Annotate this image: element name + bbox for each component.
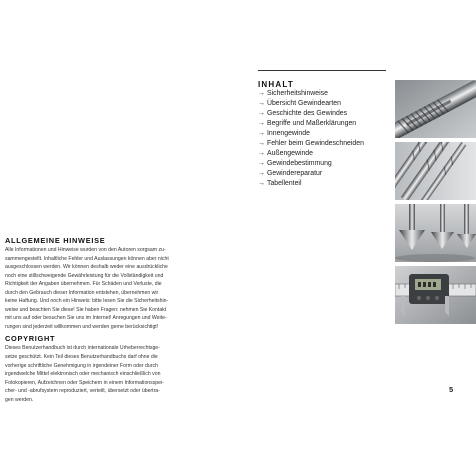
general-notes-text: Alle Informationen und Hinweise wurden von den Autoren sorgsam zu- sammengestellt. Inhaltliche Fehler und Auslassungen können aber nicht ausgeschlossen werden. Wir können deshalb weder eine ausdrückliche noch eine stillschweigende Gewährleistung für die Vollständigkeit und Richtigkeit der Angaben übernehmen. Für Schäden und Verluste, die durch den Gebrauch dieser Information entstehen, übernehmen wir keine Haftung. Und noch ein Hinweis: bitte lesen Sie die Sicherheitshin- weise und beachten Sie diese! Sie haben Fragen: nehmen Sie Kontakt mit uns auf oder besuchen Sie uns im Internet! Anregungen und Weite- rungen sind jederzeit willkommen und werden gerne berücksichtigt! <box>5 247 169 330</box>
arrow-right-icon: → <box>258 170 265 177</box>
contents-item-label: Innengewinde <box>267 130 310 137</box>
contents-item <box>258 89 388 99</box>
arrow-right-icon: → <box>258 110 265 117</box>
drill-bits-photo <box>395 142 476 200</box>
contents-item <box>258 169 388 179</box>
general-notes-heading: ALLGEMEINE HINWEISE <box>5 236 106 245</box>
copyright-text: Dieses Benutzerhandbuch ist durch internationale Urheberrechtsge- setze geschützt. Kein Teil dieses Benutzerhandbuchs darf ohne die vorherige schriftliche Genehmigung in irgendeiner Form oder durch irgendwelche Mittel elektronisch oder mechanisch einschließlich von Fotokopieren, Aufzeichnen oder Speichern in einem Informationsspei- cher- und -abrufsystem reproduziert, verteilt, übersetzt oder übertra- gen werden. <box>5 345 164 403</box>
thread-tap-photo <box>395 80 476 138</box>
contents-item-label: Übersicht Gewindearten <box>267 100 341 107</box>
contents-item-label: Tabellenteil <box>267 180 302 187</box>
contents-divider <box>258 70 386 71</box>
contents-item <box>258 159 388 169</box>
contents-item-label: Begriffe und Maßerklärungen <box>267 120 357 127</box>
arrow-right-icon: → <box>258 150 265 157</box>
contents-item <box>258 119 388 129</box>
contents-item <box>258 179 388 189</box>
general-notes-section <box>5 236 237 404</box>
contents-item-label: Außengewinde <box>267 150 313 157</box>
copyright-section <box>5 334 237 404</box>
contents-item <box>258 129 388 139</box>
contents-heading: INHALT <box>258 80 294 89</box>
contents-section <box>258 70 388 189</box>
caliper-photo <box>395 266 476 324</box>
page-number: 5 <box>449 385 454 394</box>
contents-list <box>258 89 388 189</box>
contents-item-label: Geschichte des Gewindes <box>267 110 348 117</box>
copyright-heading: COPYRIGHT <box>5 334 56 344</box>
contents-item <box>258 139 388 149</box>
contents-item-label: Gewindereparatur <box>267 170 323 177</box>
contents-item-label: Sicherheitshinweise <box>267 90 328 97</box>
countersink-bits-photo <box>395 204 476 262</box>
arrow-right-icon: → <box>258 90 265 97</box>
contents-item-label: Fehler beim Gewindeschneiden <box>267 140 364 147</box>
contents-item <box>258 109 388 119</box>
contents-item <box>258 99 388 109</box>
arrow-right-icon: → <box>258 140 265 147</box>
arrow-right-icon: → <box>258 180 265 187</box>
contents-item <box>258 149 388 159</box>
arrow-right-icon: → <box>258 130 265 137</box>
arrow-right-icon: → <box>258 120 265 127</box>
contents-item-label: Gewindebestimmung <box>267 160 332 167</box>
arrow-right-icon: → <box>258 160 265 167</box>
arrow-right-icon: → <box>258 100 265 107</box>
